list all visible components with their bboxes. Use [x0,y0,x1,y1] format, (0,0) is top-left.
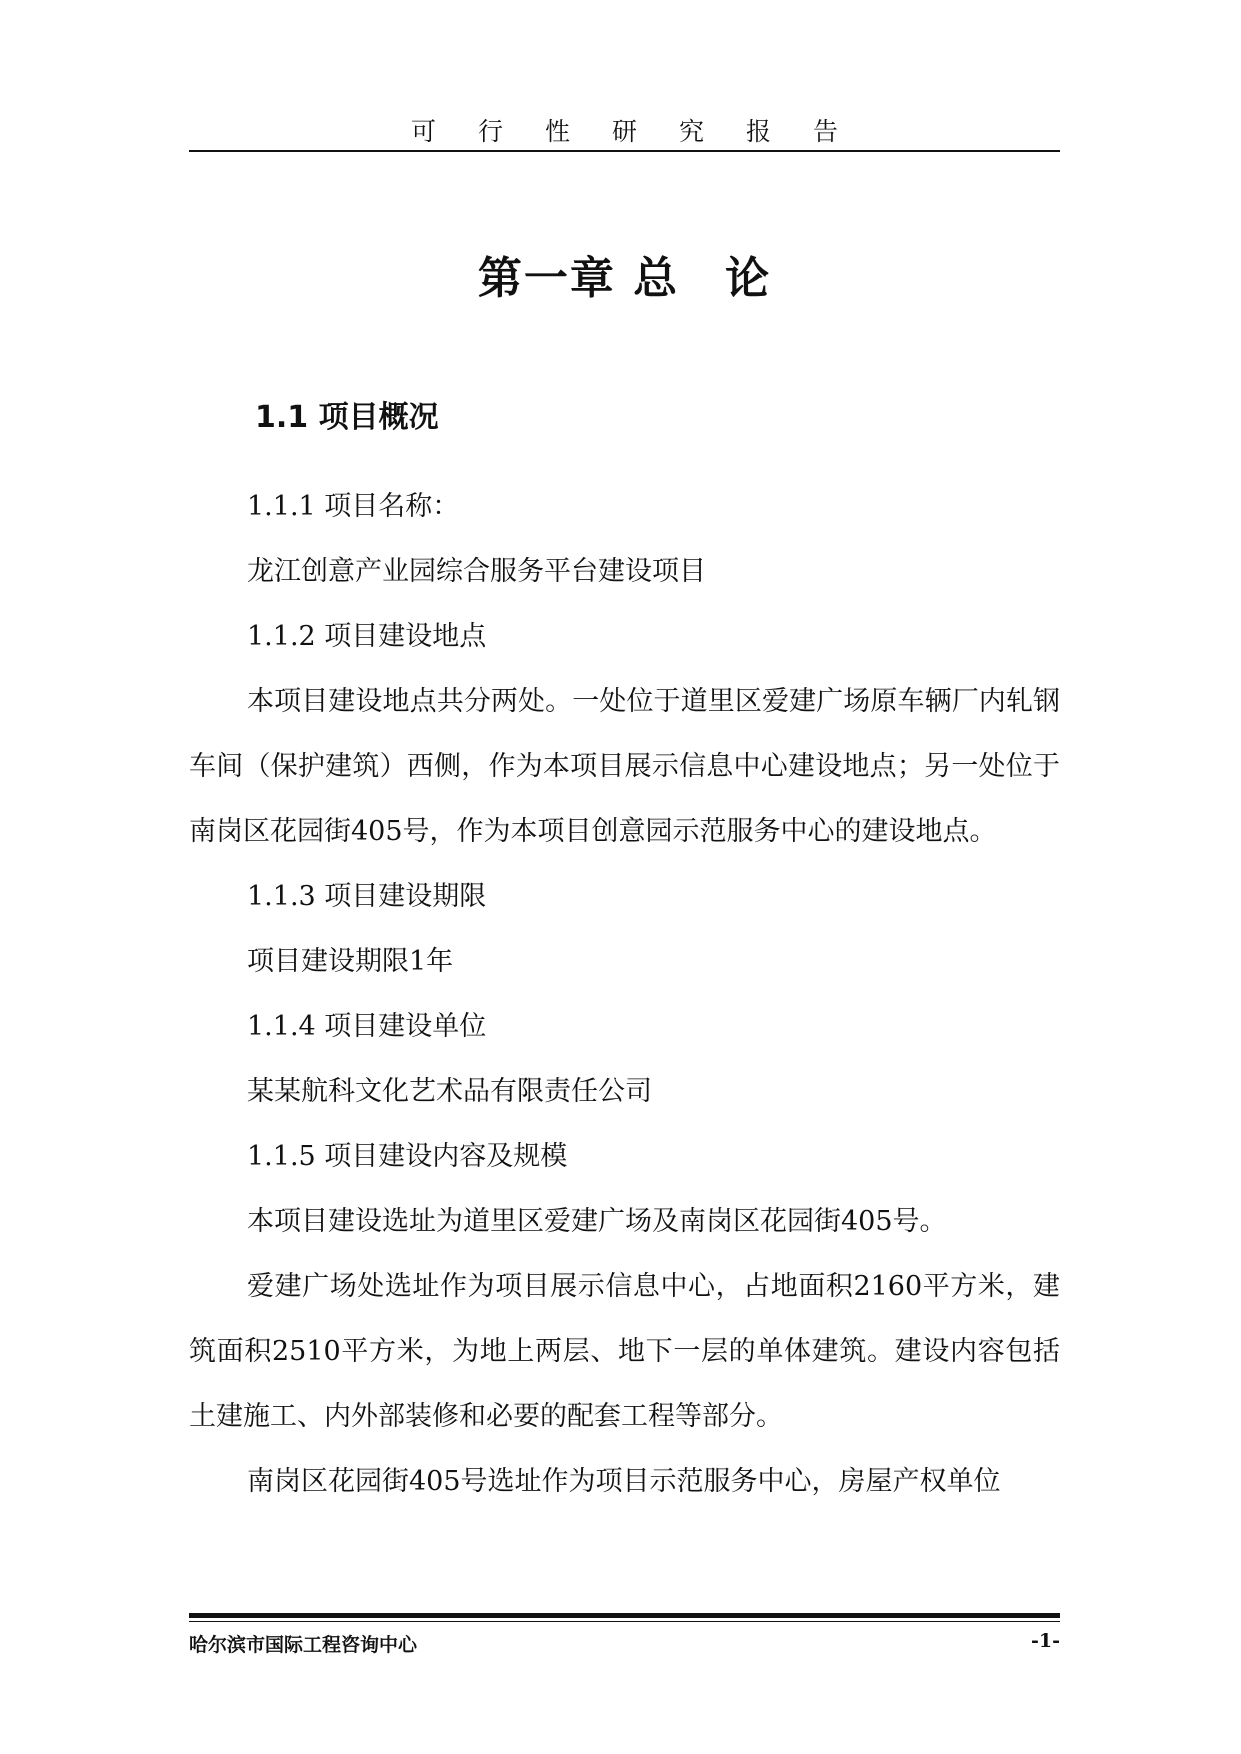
paragraph: 1.1.3 项目建设期限 [247,881,487,912]
paragraph: 南岗区花园街405号选址作为项目示范服务中心，房屋产权单位 [247,1466,1001,1497]
paragraph: 1.1.4 项目建设单位 [247,1011,487,1042]
paragraph: 本项目建设选址为道里区爱建广场及南岗区花园街405号。 [247,1206,947,1237]
footer-rule-thin [189,1621,1060,1622]
footer-organization: 哈尔滨市国际工程咨询中心 [189,1634,418,1656]
footer-rule [189,1613,1060,1618]
chapter-title: 第一章 总 论 [477,253,772,304]
page-number: -1- [1031,1630,1060,1652]
paragraph: 1.1.1 项目名称： [247,491,460,522]
body-text [189,474,1060,1514]
paragraph: 1.1.2 项目建设地点 [247,621,487,652]
paragraph: 本项目建设地点共分两处。一处位于道里区爱建广场原车辆厂内轧钢车间（保护建筑）西侧，作为本项目展示信息中心建设地点；另一处位于南岗区花园街405号，作为本项目创意园示范服务中心的建设地点。 [189,686,1060,847]
section-heading: 1.1 项目概况 [255,400,439,435]
header-rule [189,150,1060,152]
paragraph: 1.1.5 项目建设内容及规模 [247,1141,568,1172]
paragraph: 爱建广场处选址作为项目展示信息中心，占地面积2160平方米，建筑面积2510平方米，为地上两层、地下一层的单体建筑。建设内容包括土建施工、内外部装修和必要的配套工程等部分。 [189,1271,1060,1432]
paragraph: 项目建设期限1年 [247,946,454,977]
paragraph: 某某航科文化艺术品有限责任公司 [247,1076,652,1107]
paragraph: 龙江创意产业园综合服务平台建设项目 [247,556,706,587]
running-header: 可行性研究报告 [410,117,880,146]
